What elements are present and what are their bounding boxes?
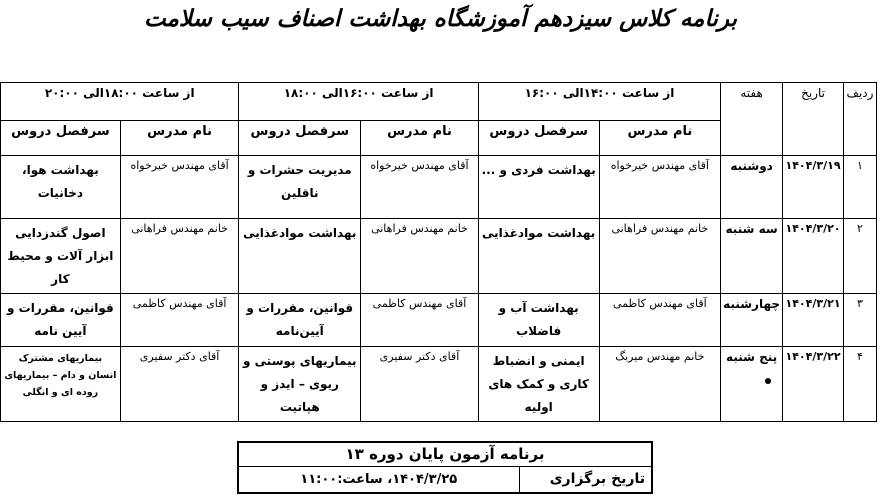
teacher-cell: آقای مهندس کاظمی [120, 294, 239, 347]
header-teacher-1: نام مدرس [599, 121, 721, 156]
header-timeslot-1: از ساعت ۱۴:۰۰الی ۱۶:۰۰ [478, 83, 720, 121]
header-topics-3: سرفصل دروس [1, 121, 121, 156]
topic-cell: بهداشت هوا، دخانیات [1, 156, 121, 219]
header-timeslot-3: از ساعت ۱۸:۰۰الی ۲۰:۰۰ [1, 83, 239, 121]
exam-date-value: ۱۴۰۴/۳/۲۵، ساعت:۱۱:۰۰ [238, 466, 519, 493]
exam-table-title: برنامه آزمون پایان دوره ۱۳ [238, 442, 652, 466]
week-cell: دوشنبه [721, 156, 783, 219]
date-cell: ۱۴۰۴/۳/۲۰ [783, 219, 844, 294]
teacher-cell: آقای دکتر سفیری [361, 346, 479, 421]
header-topics-2: سرفصل دروس [239, 121, 361, 156]
topic-cell: بیماریهای پوستی و ریوی – ایدز و هپاتیت [239, 346, 361, 421]
page-title: برنامه کلاس سیزدهم آموزشگاه بهداشت اصناف سیب سلامت [144, 6, 737, 32]
table-row [1, 294, 877, 347]
table-row [1, 219, 877, 294]
row-no-cell: ۳ [844, 294, 877, 347]
topic-cell: مدیریت حشرات و ناقلین [239, 156, 361, 219]
teacher-cell: آقای مهندس کاظمی [361, 294, 479, 347]
week-cell: پنج شنبه [721, 346, 783, 421]
teacher-cell: آقای مهندس خیرخواه [361, 156, 479, 219]
teacher-cell: خانم مهندس میربگ [599, 346, 721, 421]
header-teacher-3: نام مدرس [120, 121, 239, 156]
topic-cell: بهداشت فردی و ... [478, 156, 599, 219]
teacher-cell: آقای مهندس خیرخواه [120, 156, 239, 219]
header-topics-1: سرفصل دروس [478, 121, 599, 156]
topic-cell: بهداشت موادغذایی [478, 219, 599, 294]
bullet-dot [765, 378, 771, 384]
exam-date-label: تاریخ برگزاری [519, 466, 652, 493]
table-row [238, 466, 652, 493]
exam-table [237, 441, 653, 494]
topic-cell: بهداشت آب و فاضلاب [478, 294, 599, 347]
topic-cell: قوانین، مقررات و آیین‌نامه [239, 294, 361, 347]
header-week: هفته [721, 83, 783, 156]
table-row [1, 346, 877, 421]
topic-cell: قوانین، مقررات و آیین نامه [1, 294, 121, 347]
header-row-no: ردیف [844, 83, 877, 156]
row-no-cell: ۴ [844, 346, 877, 421]
date-cell: ۱۴۰۴/۳/۲۱ [783, 294, 844, 347]
teacher-cell: آقای دکتر سفیری [120, 346, 239, 421]
header-timeslot-2: از ساعت ۱۶:۰۰الی ۱۸:۰۰ [239, 83, 478, 121]
topic-cell: اصول گندزدایی ابزار آلات و محیط کار [1, 219, 121, 294]
date-cell: ۱۴۰۴/۳/۱۹ [783, 156, 844, 219]
week-cell: چهارشنبه [721, 294, 783, 347]
teacher-cell: خانم مهندس فراهانی [361, 219, 479, 294]
teacher-cell: آقای مهندس کاظمی [599, 294, 721, 347]
topic-cell: بهداشت موادغذایی [239, 219, 361, 294]
topic-cell: ایمنی و انضباط کاری و کمک های اولیه [478, 346, 599, 421]
teacher-cell: خانم مهندس فراهانی [599, 219, 721, 294]
header-teacher-2: نام مدرس [361, 121, 479, 156]
header-date: تاریخ [783, 83, 844, 156]
topic-cell: بیماریهای مشترک انسان و دام – بیماریهای روده ای و انگلی [1, 346, 121, 421]
row-no-cell: ۲ [844, 219, 877, 294]
schedule-table [0, 82, 877, 422]
row-no-cell: ۱ [844, 156, 877, 219]
table-row [1, 156, 877, 219]
date-cell: ۱۴۰۴/۳/۲۲ [783, 346, 844, 421]
week-cell: سه شنبه [721, 219, 783, 294]
teacher-cell: آقای مهندس خیرخواه [599, 156, 721, 219]
teacher-cell: خانم مهندس فراهانی [120, 219, 239, 294]
